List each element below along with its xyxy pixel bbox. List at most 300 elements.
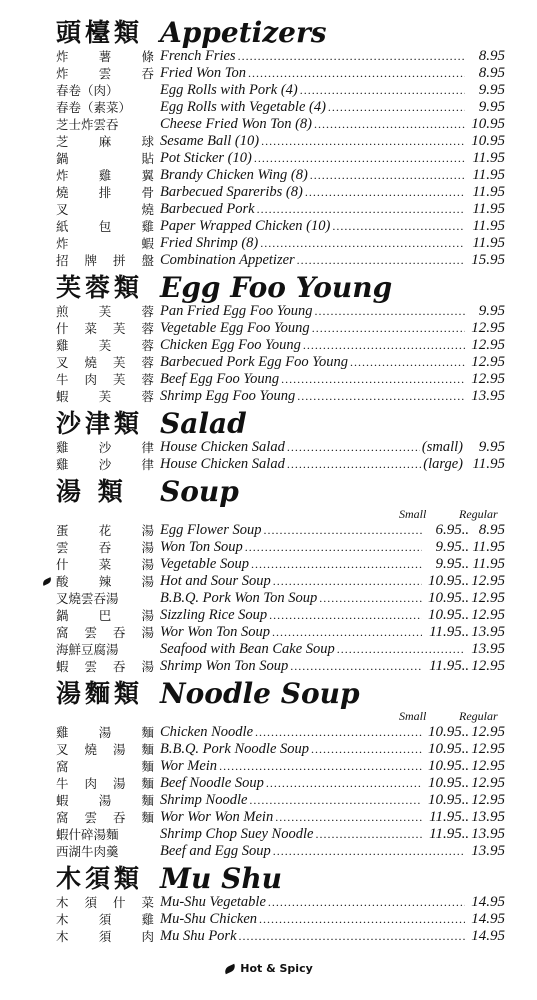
item-price: 12.95 bbox=[471, 337, 505, 353]
price-separator: .. bbox=[461, 624, 469, 640]
chinese-char: 麻 bbox=[98, 134, 112, 149]
item-name-chinese bbox=[56, 82, 160, 99]
item-english bbox=[160, 354, 505, 371]
chinese-char: 雲 bbox=[56, 540, 69, 555]
item-name-chinese bbox=[56, 320, 160, 337]
item-name: Shrimp Chop Suey Noodle bbox=[160, 826, 314, 842]
item-english bbox=[160, 48, 505, 65]
item-english bbox=[160, 184, 505, 201]
item-english bbox=[160, 658, 505, 675]
menu-item bbox=[56, 809, 505, 826]
menu-item bbox=[56, 252, 505, 269]
item-name: Pot Sticker (10) bbox=[160, 150, 252, 166]
item-english bbox=[160, 320, 505, 337]
item-price: 9.95 bbox=[478, 439, 505, 455]
item-english bbox=[160, 82, 505, 99]
dot-leader bbox=[287, 439, 420, 456]
item-name: House Chicken Salad bbox=[160, 439, 285, 455]
item-name: Won Ton Soup bbox=[160, 539, 243, 555]
menu-item bbox=[56, 184, 505, 201]
dot-leader bbox=[319, 590, 422, 607]
item-name-chinese bbox=[56, 201, 160, 218]
spicy-icon bbox=[41, 577, 52, 586]
chinese-char: 蓉 bbox=[141, 372, 154, 387]
item-price: 10.95 bbox=[428, 792, 462, 808]
item-english bbox=[160, 911, 505, 928]
item-price-regular: 13.95 bbox=[471, 624, 505, 640]
section-title: Salad bbox=[160, 407, 247, 440]
chinese-char: 湯 bbox=[141, 608, 154, 623]
item-name: Beef Noodle Soup bbox=[160, 775, 264, 791]
dot-leader bbox=[257, 201, 465, 218]
dot-leader bbox=[314, 116, 465, 133]
item-price: 10.95 bbox=[428, 590, 462, 606]
item-name-chinese bbox=[56, 133, 160, 150]
section-title-chinese: 芙蓉類 bbox=[56, 273, 144, 302]
menu-item bbox=[56, 133, 505, 150]
chinese-char: 須 bbox=[84, 895, 97, 910]
item-name: Chicken Noodle bbox=[160, 724, 254, 740]
section-salad bbox=[56, 405, 505, 473]
chinese-char: 炸 bbox=[56, 49, 69, 64]
chinese-char: 沙 bbox=[98, 440, 112, 455]
dot-leader bbox=[255, 724, 422, 741]
item-name: Vegetable Egg Foo Young bbox=[160, 320, 310, 336]
chinese-char: 木 bbox=[56, 895, 69, 910]
chinese-char: 雞 bbox=[141, 219, 154, 234]
item-price: 11.95 bbox=[472, 150, 505, 166]
dot-leader bbox=[305, 184, 465, 201]
item-price: 14.95 bbox=[471, 894, 505, 910]
menu-item bbox=[56, 792, 505, 809]
item-size: (small) bbox=[421, 439, 463, 455]
chinese-char: 翼 bbox=[141, 168, 154, 183]
chinese-char: 雲 bbox=[84, 810, 97, 825]
section-title-chinese: 木須類 bbox=[56, 864, 144, 893]
item-price-regular: 12.95 bbox=[471, 741, 505, 757]
chinese-char: 蝦 bbox=[56, 659, 69, 674]
item-price-regular: 12.95 bbox=[471, 590, 505, 606]
section-appetizers bbox=[56, 14, 505, 269]
item-english bbox=[160, 522, 505, 539]
section-soup bbox=[56, 473, 505, 675]
chinese-char: 湯 bbox=[141, 574, 154, 589]
chinese-char: 芙 bbox=[112, 321, 126, 336]
chinese-char: 條 bbox=[141, 49, 154, 64]
item-english bbox=[160, 99, 505, 116]
chinese-char: 吞 bbox=[112, 659, 126, 674]
item-price-regular: 11.95 bbox=[472, 556, 505, 572]
chinese-char: 雞 bbox=[98, 168, 112, 183]
dot-leader bbox=[251, 556, 422, 573]
item-price: 9.95 bbox=[435, 556, 462, 572]
menu-item bbox=[56, 775, 505, 792]
item-price: 10.95 bbox=[428, 573, 462, 589]
item-name-chinese bbox=[56, 337, 160, 354]
item-name-chinese bbox=[56, 235, 160, 252]
item-name-chinese bbox=[56, 843, 160, 860]
item-price: 14.95 bbox=[471, 911, 505, 927]
chinese-char: 雲 bbox=[98, 66, 112, 81]
item-english bbox=[160, 624, 505, 641]
item-english bbox=[160, 792, 505, 809]
item-name: Mu-Shu Chicken bbox=[160, 911, 258, 927]
dot-leader bbox=[315, 303, 465, 320]
menu-item bbox=[56, 573, 505, 590]
item-price-regular: 11.95 bbox=[472, 539, 505, 555]
item-name-chinese bbox=[56, 439, 160, 456]
price-separator: .. bbox=[461, 758, 469, 774]
chinese-char: 叉燒雲吞湯 bbox=[56, 591, 119, 606]
chinese-char: 招 bbox=[56, 253, 69, 268]
item-price-regular: 12.95 bbox=[471, 775, 505, 791]
menu-item bbox=[56, 724, 505, 741]
price-separator: .. bbox=[461, 775, 469, 791]
item-name: Seafood with Bean Cake Soup bbox=[160, 641, 335, 657]
price-separator: .. bbox=[461, 658, 469, 674]
chinese-char: 吞 bbox=[112, 810, 126, 825]
chinese-char: 蛋 bbox=[56, 523, 69, 538]
chinese-char: 雞 bbox=[56, 725, 69, 740]
chinese-char: 芙 bbox=[98, 389, 112, 404]
section-title-chinese: 湯 類 bbox=[56, 477, 127, 506]
chinese-char: 菜 bbox=[84, 321, 97, 336]
item-price-regular: 12.95 bbox=[471, 607, 505, 623]
item-name-chinese bbox=[56, 99, 160, 116]
item-name-chinese bbox=[56, 388, 160, 405]
menu-item bbox=[56, 928, 505, 945]
dot-leader bbox=[266, 775, 422, 792]
item-price: 11.95 bbox=[472, 218, 505, 234]
menu-item bbox=[56, 65, 505, 82]
menu-item bbox=[56, 624, 505, 641]
item-name-chinese bbox=[56, 218, 160, 235]
chinese-char: 湯 bbox=[98, 793, 112, 808]
item-name: B.B.Q. Pork Noodle Soup bbox=[160, 741, 310, 757]
item-price: 11.95 bbox=[472, 184, 505, 200]
dot-leader bbox=[273, 843, 465, 860]
chinese-char: 麵 bbox=[141, 793, 154, 808]
dot-leader bbox=[259, 911, 465, 928]
item-english bbox=[160, 116, 505, 133]
dot-leader bbox=[264, 522, 422, 539]
item-english bbox=[160, 775, 505, 792]
item-name: Mu Shu Pork bbox=[160, 928, 237, 944]
menu-item bbox=[56, 826, 505, 843]
item-english bbox=[160, 758, 505, 775]
menu-item bbox=[56, 82, 505, 99]
chili-pepper-icon bbox=[224, 964, 237, 975]
menu-item bbox=[56, 758, 505, 775]
menu-item bbox=[56, 456, 505, 473]
item-name: Paper Wrapped Chicken (10) bbox=[160, 218, 331, 234]
item-name: Wor Won Ton Soup bbox=[160, 624, 270, 640]
item-price-regular: 8.95 bbox=[478, 522, 505, 538]
item-name: Wor Mein bbox=[160, 758, 218, 774]
menu-item bbox=[56, 218, 505, 235]
dot-leader bbox=[238, 48, 465, 65]
item-english bbox=[160, 456, 505, 473]
dot-leader bbox=[310, 167, 465, 184]
item-name-chinese bbox=[56, 65, 160, 82]
column-small: Small bbox=[399, 507, 427, 521]
dot-leader bbox=[337, 641, 465, 658]
chinese-char: 炸 bbox=[56, 66, 69, 81]
dot-leader bbox=[261, 133, 465, 150]
price-separator: .. bbox=[461, 809, 469, 825]
chinese-char: 炸 bbox=[56, 168, 69, 183]
price-separator: .. bbox=[461, 539, 469, 555]
menu-item bbox=[56, 371, 505, 388]
item-price: 11.95 bbox=[472, 235, 505, 251]
dot-leader bbox=[260, 235, 465, 252]
chinese-char: 蝦 bbox=[141, 236, 154, 251]
dot-leader bbox=[287, 456, 421, 473]
item-name-chinese bbox=[56, 607, 160, 624]
chinese-char: 花 bbox=[98, 523, 112, 538]
menu-item bbox=[56, 911, 505, 928]
dot-leader bbox=[297, 252, 465, 269]
item-name-chinese bbox=[56, 573, 160, 590]
item-english bbox=[160, 201, 505, 218]
item-price: 10.95 bbox=[428, 775, 462, 791]
chinese-char: 麵 bbox=[141, 776, 154, 791]
item-name-chinese bbox=[56, 911, 160, 928]
item-english bbox=[160, 65, 505, 82]
section-title: Mu Shu bbox=[160, 862, 283, 895]
menu-item bbox=[56, 522, 505, 539]
chinese-char: 薯 bbox=[98, 49, 112, 64]
item-name-chinese bbox=[56, 539, 160, 556]
item-price: 12.95 bbox=[471, 354, 505, 370]
chinese-char: 包 bbox=[98, 219, 112, 234]
chinese-char: 海鮮豆腐湯 bbox=[56, 642, 119, 657]
price-separator: .. bbox=[461, 792, 469, 808]
item-price: 12.95 bbox=[471, 320, 505, 336]
price-column-headers bbox=[56, 709, 505, 724]
menu-item bbox=[56, 48, 505, 65]
price-separator: .. bbox=[461, 556, 469, 572]
item-english bbox=[160, 235, 505, 252]
item-name-chinese bbox=[56, 894, 160, 911]
item-name: Mu-Shu Vegetable bbox=[160, 894, 266, 910]
item-english bbox=[160, 439, 505, 456]
item-name: Beef Egg Foo Young bbox=[160, 371, 280, 387]
chinese-char: 麵 bbox=[141, 810, 154, 825]
price-separator: .. bbox=[461, 522, 469, 538]
menu-item bbox=[56, 641, 505, 658]
item-price: 10.95 bbox=[428, 607, 462, 623]
menu-item bbox=[56, 150, 505, 167]
chinese-char: 麵 bbox=[141, 725, 154, 740]
item-english bbox=[160, 388, 505, 405]
item-name: Egg Rolls with Vegetable (4) bbox=[160, 99, 326, 115]
chinese-char: 律 bbox=[141, 457, 154, 472]
section-mu-shu bbox=[56, 860, 505, 945]
chinese-char: 什 bbox=[56, 557, 69, 572]
item-price-regular: 13.95 bbox=[471, 826, 505, 842]
item-english bbox=[160, 167, 505, 184]
dot-leader bbox=[350, 354, 465, 371]
chinese-char: 肉 bbox=[84, 372, 97, 387]
chinese-char: 肉 bbox=[141, 929, 154, 944]
chinese-char: 牛 bbox=[56, 372, 69, 387]
dot-leader bbox=[239, 928, 465, 945]
item-name: Cheese Fried Won Ton (8) bbox=[160, 116, 312, 132]
item-name: Shrimp Won Ton Soup bbox=[160, 658, 289, 674]
chinese-char: 排 bbox=[98, 185, 112, 200]
menu-item bbox=[56, 556, 505, 573]
chinese-char: 湯 bbox=[141, 540, 154, 555]
section-egg-foo-young bbox=[56, 269, 505, 405]
item-name-chinese bbox=[56, 792, 160, 809]
chinese-char: 蓉 bbox=[141, 389, 154, 404]
item-name: Egg Rolls with Pork (4) bbox=[160, 82, 298, 98]
item-price-regular: 12.95 bbox=[471, 658, 505, 674]
section-header bbox=[56, 473, 505, 507]
chinese-char: 雞 bbox=[56, 440, 69, 455]
chinese-char: 木 bbox=[56, 929, 69, 944]
chinese-char: 菜 bbox=[98, 557, 112, 572]
item-price: 15.95 bbox=[471, 252, 505, 268]
chinese-char: 麵 bbox=[141, 759, 154, 774]
chinese-char: 春卷（肉） bbox=[56, 83, 119, 98]
dot-leader bbox=[254, 150, 465, 167]
item-english bbox=[160, 133, 505, 150]
section-title-chinese: 沙津類 bbox=[56, 409, 144, 438]
dot-leader bbox=[275, 809, 422, 826]
chinese-char: 蝦什碎湯麵 bbox=[56, 827, 119, 842]
item-price: 13.95 bbox=[471, 641, 505, 657]
item-name-chinese bbox=[56, 456, 160, 473]
price-separator: .. bbox=[461, 607, 469, 623]
chinese-char: 叉 bbox=[56, 202, 69, 217]
dot-leader bbox=[248, 65, 465, 82]
item-english bbox=[160, 724, 505, 741]
section-header bbox=[56, 675, 505, 709]
chinese-char: 蓉 bbox=[141, 304, 154, 319]
item-english bbox=[160, 303, 505, 320]
item-name-chinese bbox=[56, 354, 160, 371]
chinese-char: 什 bbox=[112, 895, 126, 910]
item-name: Egg Flower Soup bbox=[160, 522, 262, 538]
item-name-chinese bbox=[56, 556, 160, 573]
chinese-char: 吞 bbox=[141, 66, 154, 81]
chinese-char: 蓉 bbox=[141, 321, 154, 336]
item-english bbox=[160, 218, 505, 235]
item-price: 13.95 bbox=[471, 843, 505, 859]
section-title-chinese: 頭檯類 bbox=[56, 18, 144, 47]
item-size: (large) bbox=[423, 456, 463, 472]
section-title-chinese: 湯麵類 bbox=[56, 679, 144, 708]
chinese-char: 紙 bbox=[56, 219, 69, 234]
chinese-char: 湯 bbox=[141, 625, 154, 640]
dot-leader bbox=[269, 607, 422, 624]
chinese-char: 吞 bbox=[98, 540, 112, 555]
item-name: Hot and Sour Soup bbox=[160, 573, 271, 589]
chinese-char: 窩 bbox=[56, 759, 69, 774]
column-regular: Regular bbox=[459, 507, 498, 521]
item-name-chinese bbox=[56, 928, 160, 945]
item-name: Chicken Egg Foo Young bbox=[160, 337, 301, 353]
item-name-chinese bbox=[56, 116, 160, 133]
item-price: 13.95 bbox=[471, 388, 505, 404]
chinese-char: 鍋 bbox=[56, 151, 69, 166]
menu-item bbox=[56, 337, 505, 354]
menu-item bbox=[56, 843, 505, 860]
item-english bbox=[160, 809, 505, 826]
item-english bbox=[160, 252, 505, 269]
item-price-regular: 12.95 bbox=[471, 724, 505, 740]
chinese-char: 芝士炸雲吞 bbox=[56, 117, 119, 132]
item-name: Fried Won Ton bbox=[160, 65, 246, 81]
chinese-char: 蓉 bbox=[141, 355, 154, 370]
column-small: Small bbox=[399, 709, 427, 723]
item-name: Beef and Egg Soup bbox=[160, 843, 271, 859]
item-price: 9.95 bbox=[478, 82, 505, 98]
item-price: 11.95 bbox=[472, 167, 505, 183]
chinese-char: 蓉 bbox=[141, 338, 154, 353]
item-name-chinese bbox=[56, 758, 160, 775]
item-price: 8.95 bbox=[478, 48, 505, 64]
item-name: Combination Appetizer bbox=[160, 252, 295, 268]
item-name-chinese bbox=[56, 150, 160, 167]
item-english bbox=[160, 826, 505, 843]
menu-item bbox=[56, 607, 505, 624]
dot-leader bbox=[290, 658, 422, 675]
item-price: 10.95 bbox=[471, 133, 505, 149]
menu-item bbox=[56, 320, 505, 337]
chinese-char: 巴 bbox=[98, 608, 112, 623]
item-name: French Fries bbox=[160, 48, 236, 64]
item-price: 9.95 bbox=[435, 539, 462, 555]
chinese-char: 雲 bbox=[84, 659, 97, 674]
item-price-regular: 13.95 bbox=[471, 809, 505, 825]
item-name: Barbecued Spareribs (8) bbox=[160, 184, 303, 200]
dot-leader bbox=[268, 894, 465, 911]
chinese-char: 蝦 bbox=[56, 793, 69, 808]
item-price: 11.95 bbox=[472, 456, 505, 472]
item-english bbox=[160, 741, 505, 758]
item-name-chinese bbox=[56, 590, 160, 607]
menu-item bbox=[56, 658, 505, 675]
chinese-char: 湯 bbox=[141, 557, 154, 572]
item-english bbox=[160, 150, 505, 167]
item-name-chinese bbox=[56, 741, 160, 758]
chinese-char: 西湖牛肉羹 bbox=[56, 844, 119, 859]
chinese-char: 炸 bbox=[56, 236, 69, 251]
item-english bbox=[160, 573, 505, 590]
item-english bbox=[160, 928, 505, 945]
item-price: 8.95 bbox=[478, 65, 505, 81]
item-price: 10.95 bbox=[428, 758, 462, 774]
item-name-chinese bbox=[56, 184, 160, 201]
price-separator: .. bbox=[461, 826, 469, 842]
dot-leader bbox=[245, 539, 422, 556]
item-price: 14.95 bbox=[471, 928, 505, 944]
dot-leader bbox=[328, 99, 465, 116]
price-separator: .. bbox=[461, 590, 469, 606]
item-name: Vegetable Soup bbox=[160, 556, 249, 572]
chinese-char: 肉 bbox=[84, 776, 97, 791]
menu-item bbox=[56, 235, 505, 252]
chinese-char: 蝦 bbox=[56, 389, 69, 404]
dot-leader bbox=[300, 82, 465, 99]
item-name-chinese bbox=[56, 303, 160, 320]
chinese-char: 煎 bbox=[56, 304, 69, 319]
chinese-char: 貼 bbox=[141, 151, 154, 166]
item-english bbox=[160, 590, 505, 607]
